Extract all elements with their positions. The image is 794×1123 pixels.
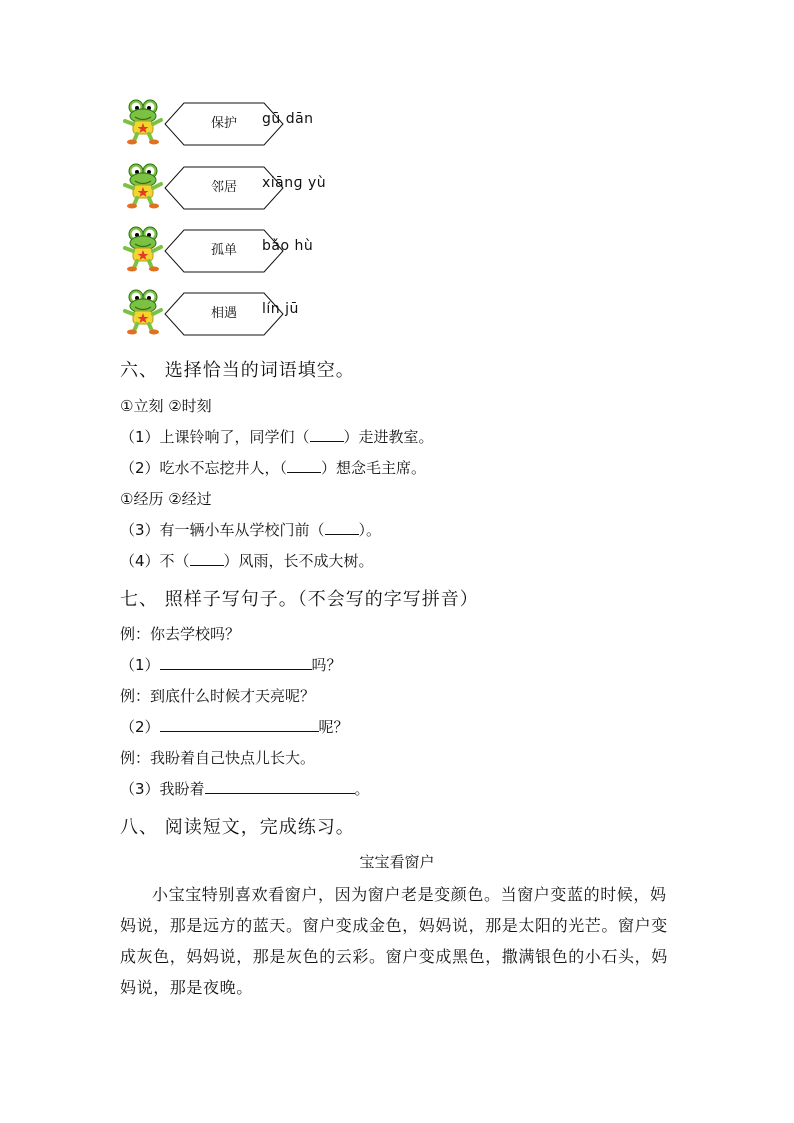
word-label: 孤单 — [210, 243, 237, 258]
pinyin-label: bǎo hù — [262, 238, 314, 254]
question-text: （4）不（ — [120, 552, 190, 570]
example-sentence: 例：我盼着自己快点儿长大。 — [120, 749, 316, 767]
frog-icon — [120, 99, 166, 145]
section-8-heading: 八、 阅读短文，完成练习。 — [120, 817, 355, 838]
answer-blank[interactable] — [287, 458, 321, 473]
question-text: ）想念毛主席。 — [321, 459, 427, 477]
word-label: 邻居 — [210, 180, 237, 195]
question-text: （1）上课铃响了，同学们（ — [120, 428, 310, 446]
matching-row — [120, 99, 440, 145]
question-text: （2）吃水不忘挖井人，（ — [120, 459, 288, 477]
answer-suffix: 吗？ — [311, 656, 342, 674]
passage-paragraph: 小宝宝特别喜欢看窗户，因为窗户老是变颜色。当窗户变蓝的时候，妈妈说，那是远方的蓝天。窗户变成金色，妈妈说，那是太阳的光芒。窗户变成灰色，妈妈说，那是灰色的云彩。窗户变成黑色，撒满银色的小石头，妈妈说，那是夜晚。 — [120, 885, 668, 997]
frog-icon — [120, 226, 166, 272]
question-3 — [120, 519, 381, 540]
answer-prefix: （3）我盼着 — [120, 780, 205, 798]
answer-blank[interactable] — [325, 520, 359, 535]
answer-line-1 — [120, 654, 342, 675]
answer-blank[interactable] — [310, 427, 344, 442]
question-2 — [120, 457, 426, 478]
question-text: ）。 — [358, 521, 382, 539]
answer-blank[interactable] — [160, 655, 312, 670]
answer-blank[interactable] — [205, 779, 355, 794]
answer-prefix: （2） — [120, 718, 160, 736]
answer-line-3 — [120, 778, 370, 799]
frog-icon — [120, 163, 166, 209]
section-7-heading: 七、 照样子写句子。（不会写的字写拼音） — [120, 589, 479, 610]
answer-line-2 — [120, 716, 349, 737]
question-1 — [120, 426, 434, 447]
pinyin-label: gū dān — [262, 111, 314, 127]
answer-suffix: 。 — [354, 780, 370, 798]
answer-blank[interactable] — [190, 551, 224, 566]
answer-blank[interactable] — [160, 717, 319, 732]
options-line: ①经历 ②经过 — [120, 490, 212, 508]
matching-row — [120, 226, 440, 272]
options-line: ①立刻 ②时刻 — [120, 397, 212, 415]
section-6-heading: 六、 选择恰当的词语填空。 — [120, 360, 355, 381]
question-text: ）走进教室。 — [343, 428, 434, 446]
example-sentence: 例：你去学校吗？ — [120, 625, 241, 643]
question-text: （3）有一辆小车从学校门前（ — [120, 521, 325, 539]
matching-row — [120, 289, 440, 335]
word-label: 保护 — [210, 116, 237, 131]
passage-title: 宝宝看窗户 — [359, 853, 435, 871]
frog-icon — [120, 289, 166, 335]
question-text: ）风雨，长不成大树。 — [223, 552, 374, 570]
answer-prefix: （1） — [120, 656, 160, 674]
answer-suffix: 呢？ — [318, 718, 349, 736]
pinyin-label: lín jū — [262, 301, 299, 317]
pinyin-label: xiānɡ yù — [262, 175, 327, 191]
matching-row — [120, 163, 440, 209]
example-sentence: 例：到底什么时候才天亮呢？ — [120, 687, 316, 705]
question-4 — [120, 550, 374, 571]
word-label: 相遇 — [210, 306, 237, 321]
